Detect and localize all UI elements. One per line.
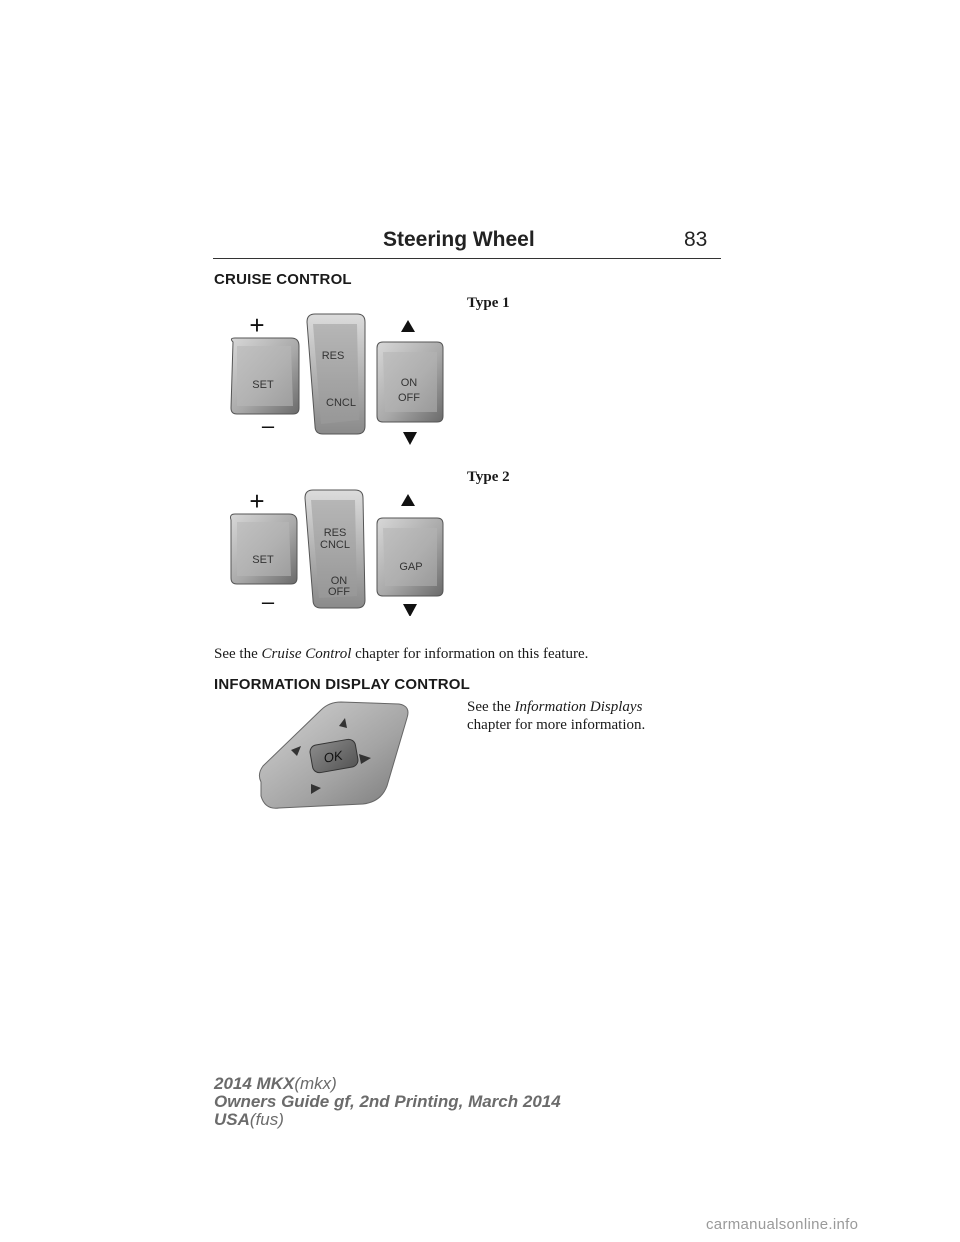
cruise-control-type-1-illustration: [215, 308, 455, 450]
res-label: RES: [323, 527, 347, 539]
on-label: ON: [330, 575, 348, 587]
type-1-label: Type 1: [467, 295, 510, 311]
page-footer: [214, 1075, 561, 1129]
header-divider: [213, 258, 721, 259]
information-display-control-heading: INFORMATION DISPLAY CONTROL: [214, 676, 470, 693]
note-suffix: chapter for information on this feature.: [351, 646, 589, 662]
triangle-up-icon: [401, 320, 415, 332]
triangle-down-icon: [403, 604, 417, 616]
watermark: carmanualsonline.info: [706, 1216, 859, 1233]
cruise-control-reference: Cruise Control: [261, 646, 352, 662]
plus-symbol: +: [249, 310, 265, 340]
page-header-title: Steering Wheel: [383, 228, 535, 251]
set-label: SET: [252, 554, 274, 566]
cruise-control-type-2-illustration: [215, 484, 455, 616]
info-text-prefix: See the: [467, 699, 515, 715]
off-label: OFF: [328, 586, 350, 598]
footer-market: USA: [214, 1110, 250, 1129]
set-label: SET: [252, 379, 274, 391]
res-label: RES: [321, 350, 345, 362]
information-display-control-illustration: [255, 700, 415, 812]
information-display-text: [467, 698, 727, 734]
cncl-label: CNCL: [320, 539, 350, 551]
page-number: 83: [684, 228, 708, 251]
type-2-label: Type 2: [467, 469, 510, 485]
cruise-control-heading: CRUISE CONTROL: [214, 271, 352, 288]
minus-symbol: –: [261, 413, 275, 438]
footer-model: 2014 MKX: [214, 1074, 295, 1093]
footer-market-code: (fus): [249, 1110, 284, 1129]
gap-button: [377, 518, 443, 596]
info-text-suffix: chapter for more information.: [467, 717, 646, 733]
cncl-label: CNCL: [326, 397, 356, 409]
information-displays-reference: Information Displays: [514, 699, 643, 715]
off-label: OFF: [398, 392, 420, 404]
note-prefix: See the: [214, 646, 262, 662]
res-cncl-on-off-rocker: [305, 490, 365, 608]
set-button: [231, 514, 298, 584]
cruise-control-note: [214, 645, 734, 663]
footer-model-code: (mkx): [294, 1074, 337, 1093]
triangle-down-icon: [403, 432, 417, 445]
on-label: ON: [400, 377, 418, 389]
ok-label: OK: [322, 747, 344, 766]
set-button: [231, 338, 299, 414]
footer-edition: Owners Guide gf, 2nd Printing, March 2014: [214, 1092, 561, 1111]
gap-label: GAP: [399, 561, 423, 573]
on-off-button: [377, 342, 443, 422]
minus-symbol: –: [261, 589, 275, 614]
triangle-up-icon: [401, 494, 415, 506]
res-cncl-rocker: [307, 314, 365, 434]
plus-symbol: +: [249, 486, 265, 516]
